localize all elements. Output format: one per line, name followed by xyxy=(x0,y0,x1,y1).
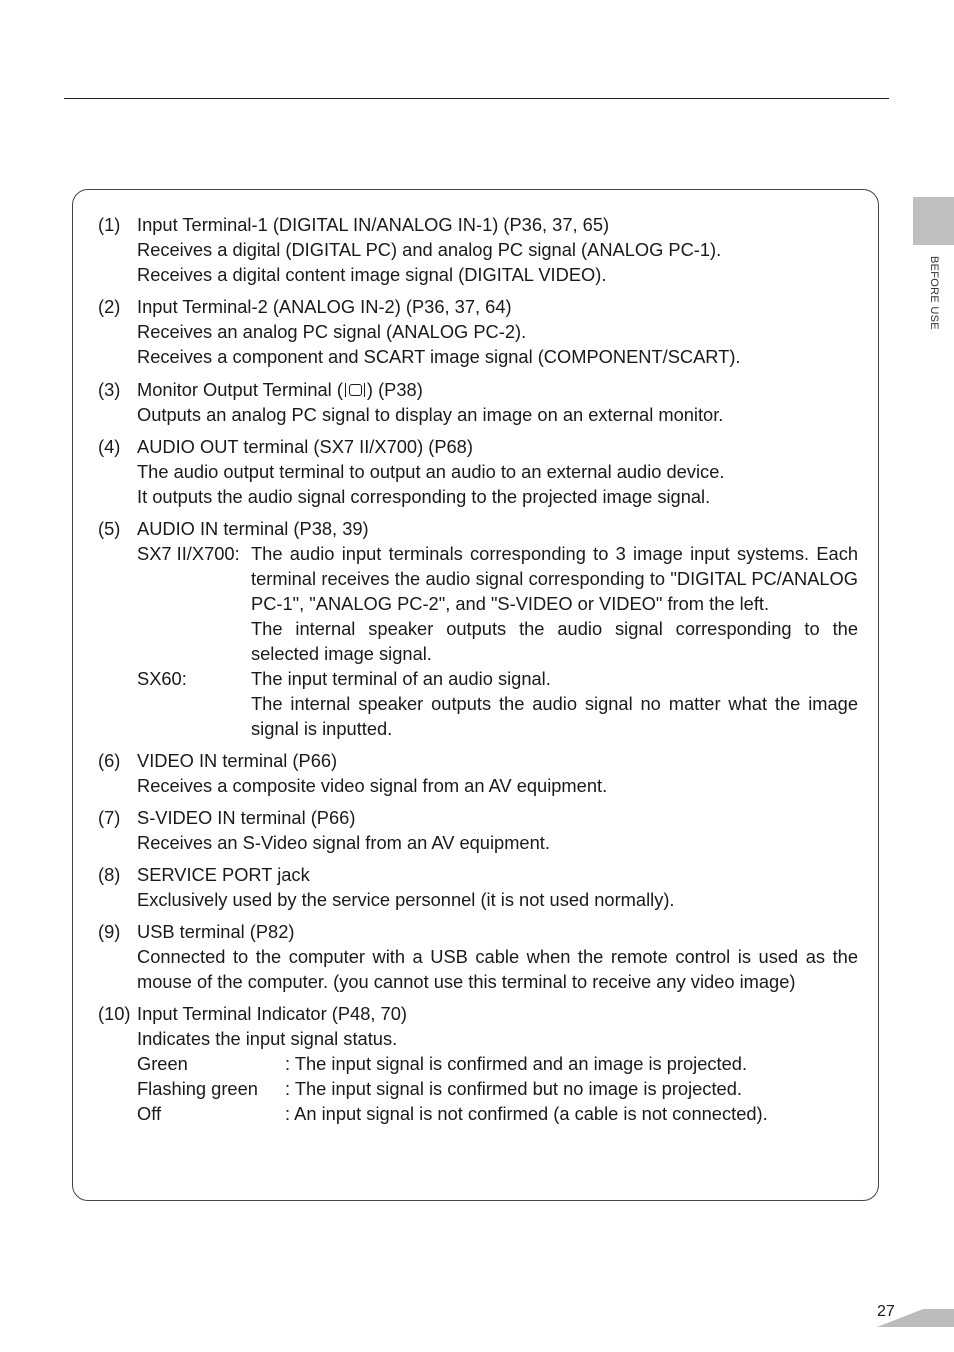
list-item xyxy=(98,434,858,509)
item-title: Input Terminal Indicator (P48, 70) xyxy=(137,1003,407,1024)
item-line: Receives a digital (DIGITAL PC) and analog PC signal (ANALOG PC-1). xyxy=(137,239,722,260)
model-note xyxy=(137,666,858,741)
item-line: Exclusively used by the service personnel (it is not used normally). xyxy=(137,889,675,910)
item-number: (8) xyxy=(98,864,121,885)
item-title-part: Monitor Output Terminal ( xyxy=(137,379,343,400)
indicator-text: : The input signal is confirmed and an image is projected. xyxy=(285,1053,748,1074)
list-item xyxy=(98,212,858,287)
item-title: Input Terminal-1 (DIGITAL IN/ANALOG IN-1) (P36, 37, 65) xyxy=(137,214,610,235)
page-number: 27 xyxy=(877,1303,895,1320)
section-tab-label: BEFORE USE xyxy=(928,256,940,330)
list-item xyxy=(98,516,858,741)
top-rule xyxy=(64,98,889,99)
item-line: Receives a composite video signal from an AV equipment. xyxy=(137,775,608,796)
item-line: Receives an analog PC signal (ANALOG PC-2). xyxy=(137,321,527,342)
item-line: Receives a component and SCART image signal (COMPONENT/SCART). xyxy=(137,346,741,367)
item-line: Receives an S-Video signal from an AV equipment. xyxy=(137,832,550,853)
item-title: AUDIO OUT terminal (SX7 II/X700) (P68) xyxy=(137,436,473,457)
list-item xyxy=(98,805,858,855)
item-number: (9) xyxy=(98,921,121,942)
item-line: The audio output terminal to output an audio to an external audio device. xyxy=(137,461,725,482)
indicator-label: Flashing green xyxy=(137,1078,258,1099)
item-number: (7) xyxy=(98,807,121,828)
item-number: (5) xyxy=(98,518,121,539)
item-title: SERVICE PORT jack xyxy=(137,864,310,885)
item-line: Connected to the computer with a USB cable when the remote control is used as the mouse of the computer. (you cannot use this terminal to receive any video image) xyxy=(137,946,858,992)
item-line: Indicates the input signal status. xyxy=(137,1028,398,1049)
list-item xyxy=(98,1001,858,1126)
item-number: (10) xyxy=(98,1003,131,1024)
indicator-row xyxy=(137,1051,858,1076)
item-line: Outputs an analog PC signal to display an image on an external monitor. xyxy=(137,404,724,425)
item-title: S-VIDEO IN terminal (P66) xyxy=(137,807,356,828)
item-number: (3) xyxy=(98,379,121,400)
list-item xyxy=(98,748,858,798)
item-title xyxy=(137,377,858,402)
item-line: Receives a digital content image signal (DIGITAL VIDEO). xyxy=(137,264,607,285)
model-text: The internal speaker outputs the audio signal corresponding to the selected image signal. xyxy=(251,618,858,664)
list-item xyxy=(98,919,858,994)
section-tab xyxy=(913,197,954,245)
item-number: (2) xyxy=(98,296,121,317)
item-title: Input Terminal-2 (ANALOG IN-2) (P36, 37, 64) xyxy=(137,296,512,317)
model-text: The audio input terminals corresponding to 3 image input systems. Each terminal receives the audio signal corresponding to "DIGITAL PC/ANALOG PC-1", "ANALOG PC-2", and "S-VIDEO or VIDEO" from the left. xyxy=(251,543,858,614)
item-title-part: ) (P38) xyxy=(366,379,423,400)
item-number: (1) xyxy=(98,214,121,235)
indicator-row xyxy=(137,1076,858,1101)
model-text: The input terminal of an audio signal. xyxy=(251,668,551,689)
indicator-row xyxy=(137,1101,858,1126)
list-item xyxy=(98,862,858,912)
list-item xyxy=(98,294,858,369)
monitor-out-icon xyxy=(344,383,366,397)
model-text: The internal speaker outputs the audio signal no matter what the image signal is inputted. xyxy=(251,693,858,739)
indicator-text: : The input signal is confirmed but no image is projected. xyxy=(285,1078,742,1099)
terminal-list xyxy=(98,212,858,1133)
list-item xyxy=(98,377,858,427)
item-title: AUDIO IN terminal (P38, 39) xyxy=(137,518,369,539)
indicator-text: : An input signal is not confirmed (a cable is not connected). xyxy=(285,1103,768,1124)
item-number: (4) xyxy=(98,436,121,457)
item-line: It outputs the audio signal corresponding to the projected image signal. xyxy=(137,486,711,507)
item-number: (6) xyxy=(98,750,121,771)
item-title: VIDEO IN terminal (P66) xyxy=(137,750,338,771)
model-label: SX60: xyxy=(137,668,187,689)
indicator-label: Off xyxy=(137,1103,162,1124)
model-label: SX7 II/X700: xyxy=(137,543,240,564)
indicator-label: Green xyxy=(137,1053,188,1074)
item-title: USB terminal (P82) xyxy=(137,921,295,942)
model-note xyxy=(137,541,858,666)
